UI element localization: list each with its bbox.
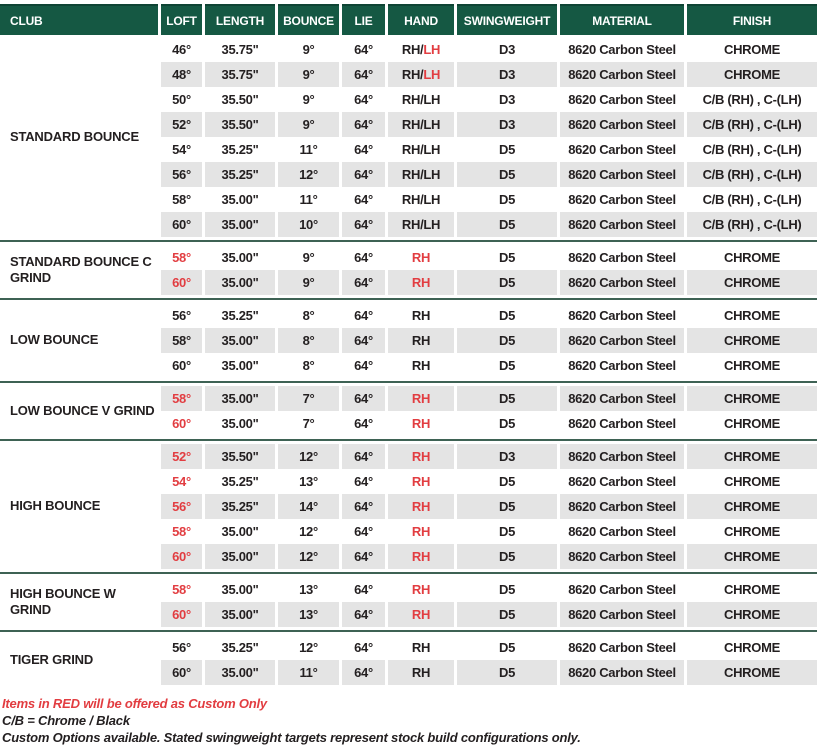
cell-length: 35.50"	[205, 87, 275, 112]
column-header-swingweight: SWINGWEIGHT	[457, 4, 557, 35]
table-row	[161, 245, 817, 270]
table-row	[161, 137, 817, 162]
cell-bounce: 7°	[278, 411, 339, 436]
cell-material: 8620 Carbon Steel	[560, 245, 684, 270]
cell-bounce: 8°	[278, 328, 339, 353]
cell-finish: CHROME	[687, 37, 817, 62]
cell-bounce: 9°	[278, 62, 339, 87]
hand-stock: RH/	[401, 42, 424, 57]
cell-bounce: 10°	[278, 212, 339, 237]
cell-finish: CHROME	[687, 303, 817, 328]
cell-hand	[388, 469, 454, 494]
cell-hand	[388, 162, 454, 187]
cell-swingweight: D5	[457, 137, 557, 162]
cell-finish: CHROME	[687, 270, 817, 295]
cell-length: 35.25"	[205, 162, 275, 187]
hand-stock: RH	[411, 308, 431, 323]
table-row	[161, 444, 817, 469]
cell-hand	[388, 62, 454, 87]
cell-hand	[388, 386, 454, 411]
cell-swingweight: D5	[457, 411, 557, 436]
cell-swingweight: D5	[457, 353, 557, 378]
club-group	[0, 577, 817, 627]
cell-length: 35.00"	[205, 411, 275, 436]
club-group	[0, 303, 817, 378]
cell-lie: 64°	[342, 270, 385, 295]
cell-length: 35.00"	[205, 577, 275, 602]
cell-length: 35.00"	[205, 212, 275, 237]
club-group-rows	[161, 245, 817, 295]
cell-length: 35.00"	[205, 328, 275, 353]
cell-bounce: 12°	[278, 544, 339, 569]
cell-bounce: 9°	[278, 112, 339, 137]
cell-lie: 64°	[342, 577, 385, 602]
cell-bounce: 11°	[278, 187, 339, 212]
cell-finish: CHROME	[687, 411, 817, 436]
cell-length: 35.00"	[205, 544, 275, 569]
cell-finish: CHROME	[687, 245, 817, 270]
cell-lie: 64°	[342, 245, 385, 270]
cell-loft: 54°	[161, 469, 202, 494]
group-separator-rule	[0, 240, 817, 242]
hand-custom-red: LH	[423, 42, 441, 57]
cell-swingweight: D5	[457, 270, 557, 295]
hand-stock: RH	[411, 640, 431, 655]
cell-loft: 60°	[161, 602, 202, 627]
hand-stock: RH/	[401, 67, 424, 82]
cell-hand	[388, 544, 454, 569]
column-header-hand: HAND	[388, 4, 454, 35]
cell-swingweight: D5	[457, 519, 557, 544]
cell-hand	[388, 212, 454, 237]
cell-swingweight: D3	[457, 87, 557, 112]
column-header-lie: LIE	[342, 4, 385, 35]
cell-material: 8620 Carbon Steel	[560, 444, 684, 469]
cell-material: 8620 Carbon Steel	[560, 62, 684, 87]
cell-lie: 64°	[342, 660, 385, 685]
table-row	[161, 112, 817, 137]
table-row	[161, 328, 817, 353]
table-row	[161, 187, 817, 212]
hand-custom-red: RH	[411, 250, 431, 265]
cell-hand	[388, 635, 454, 660]
table-row	[161, 353, 817, 378]
cell-finish: CHROME	[687, 469, 817, 494]
hand-stock: RH/LH	[401, 217, 441, 232]
cell-swingweight: D5	[457, 187, 557, 212]
cell-material: 8620 Carbon Steel	[560, 87, 684, 112]
cell-finish: CHROME	[687, 494, 817, 519]
club-group-rows	[161, 577, 817, 627]
column-header-bounce: BOUNCE	[278, 4, 339, 35]
cell-bounce: 8°	[278, 303, 339, 328]
cell-length: 35.75"	[205, 37, 275, 62]
cell-hand	[388, 245, 454, 270]
hand-stock: RH	[411, 665, 431, 680]
cell-lie: 64°	[342, 444, 385, 469]
cell-length: 35.00"	[205, 353, 275, 378]
cell-finish: CHROME	[687, 602, 817, 627]
hand-custom-red: RH	[411, 582, 431, 597]
cell-loft: 48°	[161, 62, 202, 87]
column-header-length: LENGTH	[205, 4, 275, 35]
cell-bounce: 12°	[278, 162, 339, 187]
club-group	[0, 386, 817, 436]
club-group-label: HIGH BOUNCE W GRIND	[10, 585, 116, 617]
cell-length: 35.00"	[205, 519, 275, 544]
cell-loft: 58°	[161, 328, 202, 353]
hand-custom-red: RH	[411, 449, 431, 464]
cell-lie: 64°	[342, 544, 385, 569]
cell-finish: CHROME	[687, 635, 817, 660]
hand-custom-red: LH	[423, 67, 441, 82]
cell-finish: C/B (RH) , C-(LH)	[687, 112, 817, 137]
cell-hand	[388, 137, 454, 162]
cell-bounce: 13°	[278, 469, 339, 494]
cell-swingweight: D5	[457, 494, 557, 519]
hand-stock: RH	[411, 358, 431, 373]
cell-finish: CHROME	[687, 328, 817, 353]
cell-hand	[388, 411, 454, 436]
column-header-loft: LOFT	[161, 4, 202, 35]
cell-material: 8620 Carbon Steel	[560, 544, 684, 569]
cell-length: 35.25"	[205, 469, 275, 494]
hand-custom-red: RH	[411, 391, 431, 406]
cell-loft: 56°	[161, 635, 202, 660]
table-body	[0, 37, 817, 685]
club-group-label: TIGER GRIND	[10, 651, 94, 667]
hand-custom-red: RH	[411, 524, 431, 539]
table-row	[161, 87, 817, 112]
cell-material: 8620 Carbon Steel	[560, 602, 684, 627]
cell-length: 35.00"	[205, 245, 275, 270]
cell-lie: 64°	[342, 328, 385, 353]
cell-loft: 58°	[161, 245, 202, 270]
hand-custom-red: RH	[411, 549, 431, 564]
cell-length: 35.00"	[205, 187, 275, 212]
cell-lie: 64°	[342, 353, 385, 378]
cell-swingweight: D5	[457, 386, 557, 411]
cell-material: 8620 Carbon Steel	[560, 494, 684, 519]
cell-finish: CHROME	[687, 544, 817, 569]
club-group	[0, 245, 817, 295]
cell-length: 35.25"	[205, 635, 275, 660]
cell-material: 8620 Carbon Steel	[560, 37, 684, 62]
cell-finish: C/B (RH) , C-(LH)	[687, 137, 817, 162]
cell-hand	[388, 602, 454, 627]
cell-lie: 64°	[342, 112, 385, 137]
cell-loft: 60°	[161, 353, 202, 378]
cell-bounce: 12°	[278, 444, 339, 469]
cell-loft: 58°	[161, 187, 202, 212]
cell-lie: 64°	[342, 162, 385, 187]
cell-finish: CHROME	[687, 62, 817, 87]
table-row	[161, 162, 817, 187]
cell-hand	[388, 37, 454, 62]
cell-bounce: 9°	[278, 270, 339, 295]
cell-loft: 60°	[161, 544, 202, 569]
cell-finish: CHROME	[687, 386, 817, 411]
cell-swingweight: D5	[457, 245, 557, 270]
table-row	[161, 519, 817, 544]
cell-material: 8620 Carbon Steel	[560, 212, 684, 237]
cell-lie: 64°	[342, 519, 385, 544]
cell-material: 8620 Carbon Steel	[560, 328, 684, 353]
cell-lie: 64°	[342, 602, 385, 627]
cell-finish: C/B (RH) , C-(LH)	[687, 187, 817, 212]
table-row	[161, 635, 817, 660]
cell-hand	[388, 270, 454, 295]
cell-lie: 64°	[342, 212, 385, 237]
footnote-custom-only: Items in RED will be offered as Custom Only	[2, 696, 267, 711]
cell-finish: CHROME	[687, 519, 817, 544]
cell-hand	[388, 87, 454, 112]
cell-length: 35.25"	[205, 494, 275, 519]
hand-custom-red: RH	[411, 499, 431, 514]
cell-lie: 64°	[342, 386, 385, 411]
hand-custom-red: RH	[411, 416, 431, 431]
club-group-rows	[161, 444, 817, 569]
club-group-label: HIGH BOUNCE	[10, 498, 101, 514]
cell-lie: 64°	[342, 62, 385, 87]
cell-lie: 64°	[342, 303, 385, 328]
column-header-finish: FINISH	[687, 4, 817, 35]
cell-swingweight: D5	[457, 469, 557, 494]
cell-swingweight: D3	[457, 37, 557, 62]
cell-bounce: 9°	[278, 87, 339, 112]
table-row	[161, 303, 817, 328]
cell-bounce: 11°	[278, 660, 339, 685]
cell-loft: 52°	[161, 444, 202, 469]
club-group-label: LOW BOUNCE V GRIND	[10, 402, 155, 418]
cell-lie: 64°	[342, 87, 385, 112]
club-group	[0, 635, 817, 685]
cell-swingweight: D5	[457, 162, 557, 187]
cell-loft: 46°	[161, 37, 202, 62]
cell-finish: CHROME	[687, 353, 817, 378]
cell-swingweight: D3	[457, 62, 557, 87]
cell-loft: 60°	[161, 212, 202, 237]
group-separator-rule	[0, 572, 817, 574]
cell-material: 8620 Carbon Steel	[560, 270, 684, 295]
hand-stock: RH/LH	[401, 167, 441, 182]
cell-swingweight: D5	[457, 660, 557, 685]
cell-material: 8620 Carbon Steel	[560, 187, 684, 212]
cell-material: 8620 Carbon Steel	[560, 303, 684, 328]
cell-material: 8620 Carbon Steel	[560, 469, 684, 494]
cell-bounce: 12°	[278, 635, 339, 660]
cell-finish: C/B (RH) , C-(LH)	[687, 87, 817, 112]
cell-loft: 50°	[161, 87, 202, 112]
cell-swingweight: D5	[457, 577, 557, 602]
cell-swingweight: D3	[457, 444, 557, 469]
cell-lie: 64°	[342, 137, 385, 162]
cell-loft: 56°	[161, 162, 202, 187]
cell-finish: CHROME	[687, 660, 817, 685]
club-group-rows	[161, 37, 817, 237]
cell-length: 35.00"	[205, 660, 275, 685]
cell-loft: 54°	[161, 137, 202, 162]
club-group-rows	[161, 303, 817, 378]
cell-bounce: 7°	[278, 386, 339, 411]
cell-lie: 64°	[342, 635, 385, 660]
group-separator-rule	[0, 298, 817, 300]
club-group	[0, 37, 817, 237]
club-group-rows	[161, 386, 817, 436]
footnote-custom-options: Custom Options available. Stated swingweight targets represent stock build configurations only.	[2, 730, 581, 745]
cell-bounce: 14°	[278, 494, 339, 519]
cell-swingweight: D5	[457, 544, 557, 569]
cell-swingweight: D5	[457, 303, 557, 328]
table-row	[161, 411, 817, 436]
cell-bounce: 13°	[278, 577, 339, 602]
cell-finish: CHROME	[687, 577, 817, 602]
cell-loft: 60°	[161, 411, 202, 436]
cell-lie: 64°	[342, 37, 385, 62]
cell-bounce: 8°	[278, 353, 339, 378]
cell-length: 35.25"	[205, 303, 275, 328]
cell-swingweight: D5	[457, 212, 557, 237]
hand-custom-red: RH	[411, 607, 431, 622]
cell-loft: 58°	[161, 577, 202, 602]
cell-length: 35.75"	[205, 62, 275, 87]
cell-bounce: 9°	[278, 245, 339, 270]
table-row	[161, 469, 817, 494]
table-row	[161, 270, 817, 295]
cell-loft: 60°	[161, 270, 202, 295]
hand-custom-red: RH	[411, 474, 431, 489]
table-row	[161, 212, 817, 237]
cell-lie: 64°	[342, 469, 385, 494]
group-separator-rule	[0, 381, 817, 383]
cell-loft: 56°	[161, 303, 202, 328]
cell-swingweight: D5	[457, 635, 557, 660]
cell-swingweight: D5	[457, 328, 557, 353]
cell-hand	[388, 519, 454, 544]
cell-finish: C/B (RH) , C-(LH)	[687, 212, 817, 237]
cell-material: 8620 Carbon Steel	[560, 577, 684, 602]
table-row	[161, 494, 817, 519]
group-separator-rule	[0, 439, 817, 441]
cell-loft: 60°	[161, 660, 202, 685]
cell-bounce: 9°	[278, 37, 339, 62]
club-group-label: STANDARD BOUNCE	[10, 128, 139, 144]
cell-length: 35.50"	[205, 112, 275, 137]
cell-hand	[388, 353, 454, 378]
cell-bounce: 13°	[278, 602, 339, 627]
cell-hand	[388, 112, 454, 137]
hand-stock: RH	[411, 333, 431, 348]
cell-bounce: 12°	[278, 519, 339, 544]
column-header-material: MATERIAL	[560, 4, 684, 35]
hand-stock: RH/LH	[401, 92, 441, 107]
cell-loft: 56°	[161, 494, 202, 519]
group-separator-rule	[0, 630, 817, 632]
cell-bounce: 11°	[278, 137, 339, 162]
cell-lie: 64°	[342, 411, 385, 436]
cell-material: 8620 Carbon Steel	[560, 137, 684, 162]
cell-material: 8620 Carbon Steel	[560, 411, 684, 436]
cell-hand	[388, 494, 454, 519]
column-header-club: CLUB	[0, 4, 158, 35]
cell-swingweight: D5	[457, 602, 557, 627]
cell-loft: 58°	[161, 519, 202, 544]
cell-material: 8620 Carbon Steel	[560, 660, 684, 685]
cell-hand	[388, 577, 454, 602]
cell-material: 8620 Carbon Steel	[560, 162, 684, 187]
table-row	[161, 37, 817, 62]
footnotes	[0, 695, 817, 746]
cell-material: 8620 Carbon Steel	[560, 519, 684, 544]
table-row	[161, 602, 817, 627]
cell-hand	[388, 444, 454, 469]
cell-material: 8620 Carbon Steel	[560, 635, 684, 660]
club-group-label: LOW BOUNCE	[10, 332, 99, 348]
cell-finish: CHROME	[687, 444, 817, 469]
hand-custom-red: RH	[411, 275, 431, 290]
cell-material: 8620 Carbon Steel	[560, 386, 684, 411]
table-row	[161, 544, 817, 569]
cell-hand	[388, 303, 454, 328]
club-group-label: STANDARD BOUNCE C GRIND	[10, 253, 152, 285]
cell-swingweight: D3	[457, 112, 557, 137]
hand-stock: RH/LH	[401, 142, 441, 157]
table-row	[161, 62, 817, 87]
cell-loft: 52°	[161, 112, 202, 137]
cell-lie: 64°	[342, 187, 385, 212]
cell-length: 35.00"	[205, 386, 275, 411]
club-group	[0, 444, 817, 569]
hand-stock: RH/LH	[401, 117, 441, 132]
table-row	[161, 660, 817, 685]
table-row	[161, 577, 817, 602]
cell-lie: 64°	[342, 494, 385, 519]
cell-material: 8620 Carbon Steel	[560, 353, 684, 378]
cell-finish: C/B (RH) , C-(LH)	[687, 162, 817, 187]
cell-length: 35.00"	[205, 270, 275, 295]
cell-hand	[388, 187, 454, 212]
cell-length: 35.00"	[205, 602, 275, 627]
cell-length: 35.25"	[205, 137, 275, 162]
cell-hand	[388, 660, 454, 685]
cell-length: 35.50"	[205, 444, 275, 469]
cell-loft: 58°	[161, 386, 202, 411]
table-header-row	[0, 4, 817, 35]
hand-stock: RH/LH	[401, 192, 441, 207]
cell-hand	[388, 328, 454, 353]
table-row	[161, 386, 817, 411]
footnote-cb-legend: C/B = Chrome / Black	[2, 713, 130, 728]
club-group-rows	[161, 635, 817, 685]
cell-material: 8620 Carbon Steel	[560, 112, 684, 137]
